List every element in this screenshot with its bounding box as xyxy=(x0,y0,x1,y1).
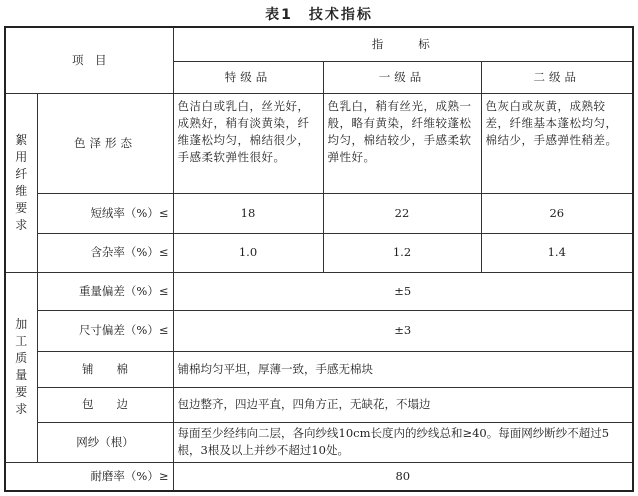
row-name-impurity: 含杂率（%）≤ xyxy=(37,234,173,272)
short-fiber-special: 18 xyxy=(173,193,323,234)
header-item-cell xyxy=(5,27,173,94)
row-cotton-laying xyxy=(5,351,633,387)
color-form-second: 色灰白或灰黄，成熟较差，纤维基本蓬松均匀，棉结少，手感弹性稍差。 xyxy=(481,94,633,193)
cotton-laying-value: 铺棉均匀平坦，厚薄一致，手感无棉块 xyxy=(173,351,633,387)
spec-table xyxy=(4,26,634,492)
table-title: 表1 技术指标 xyxy=(265,7,373,23)
row-name-color-form: 色泽形态 xyxy=(37,94,173,193)
color-form-first: 色乳白，稍有丝光，成熟一般，略有黄染，纤维较蓬松均匀，棉结较少，手感柔软弹性好。 xyxy=(323,94,481,193)
row-abrasion xyxy=(5,463,633,491)
row-name-mesh-yarn: 网纱（根） xyxy=(37,422,173,463)
row-short-fiber xyxy=(5,193,633,234)
row-name-abrasion: 耐磨率（%）≥ xyxy=(5,463,173,491)
impurity-second: 1.4 xyxy=(481,234,633,272)
row-name-short-fiber: 短绒率（%）≤ xyxy=(37,193,173,234)
short-fiber-second: 26 xyxy=(481,193,633,234)
short-fiber-first: 22 xyxy=(323,193,481,234)
row-name-size-deviation: 尺寸偏差（%）≤ xyxy=(37,311,173,352)
mesh-yarn-value: 每面至少经纬向二层，各向纱线10cm长度内的纱线总和≥40。每面网纱断纱不超过5根，3根及以上并纱不超过10处。 xyxy=(173,422,633,463)
header-indicator-label: 指 标 xyxy=(371,36,434,51)
impurity-special: 1.0 xyxy=(173,234,323,272)
weight-deviation-value: ±5 xyxy=(173,272,633,310)
fiber-group-label: 絮用纤维要求 xyxy=(5,94,37,272)
row-color-form xyxy=(5,94,633,193)
row-name-cotton-laying: 铺 棉 xyxy=(37,351,173,387)
header-row-1 xyxy=(5,27,633,61)
impurity-first: 1.2 xyxy=(323,234,481,272)
row-edge-binding xyxy=(5,388,633,422)
header-grade-special: 特级品 xyxy=(173,61,323,93)
row-name-weight-deviation: 重量偏差（%）≤ xyxy=(37,272,173,310)
size-deviation-value: ±3 xyxy=(173,311,633,352)
row-name-edge-binding: 包 边 xyxy=(37,388,173,422)
header-grade-second: 二级品 xyxy=(481,61,633,93)
header-indicator-cell xyxy=(173,27,633,61)
color-form-special: 色洁白或乳白，丝光好，成熟好，稍有淡黄染，纤维蓬松均匀，棉结很少，手感柔软弹性很好。 xyxy=(173,94,323,193)
row-weight-deviation xyxy=(5,272,633,310)
header-grade-first: 一级品 xyxy=(323,61,481,93)
row-mesh-yarn xyxy=(5,422,633,463)
row-impurity xyxy=(5,234,633,272)
row-size-deviation xyxy=(5,311,633,352)
edge-binding-value: 包边整齐，四边平直，四角方正，无缺花，不塌边 xyxy=(173,388,633,422)
header-item-label: 项 目 xyxy=(72,53,107,68)
abrasion-value: 80 xyxy=(173,463,633,491)
process-group-label: 加工质量要求 xyxy=(5,272,37,462)
